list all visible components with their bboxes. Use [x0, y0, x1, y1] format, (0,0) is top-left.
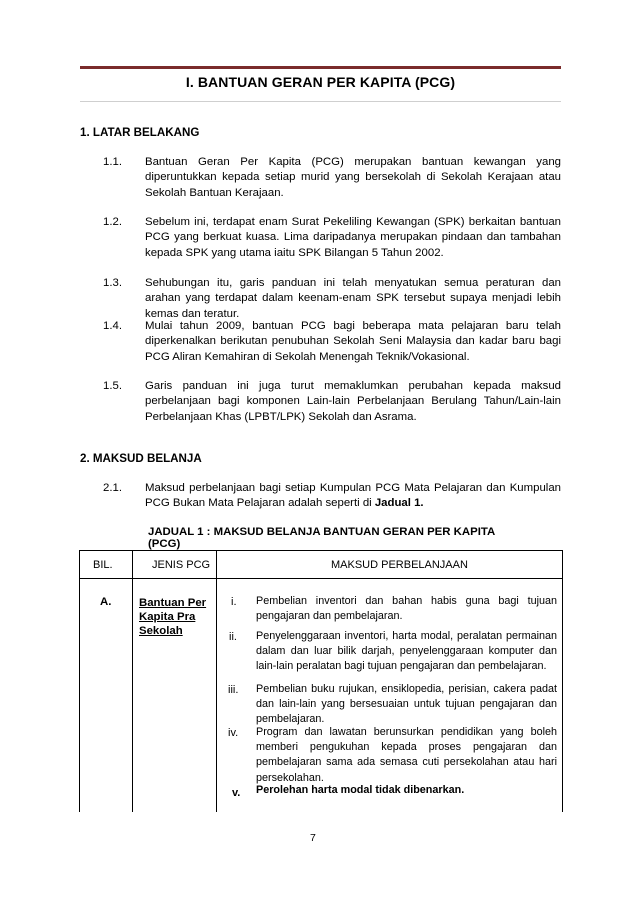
paragraph-1-1 [145, 155, 561, 201]
page-title: I. BANTUAN GERAN PER KAPITA (PCG) [185, 74, 456, 90]
paragraph-text: Garis panduan ini juga turut memaklumkan perubahan kepada maksud perbelanjaan bagi komponen Lain-lain Perbelanjaan Berulang Tahun/Lain-lain Perbelanjaan Khas (LPBT/LPK) Sekolah dan Asrama. [145, 380, 561, 423]
list-item: Pembelian inventori dan bahan habis guna bagi tujuan pengajaran dan pembelajaran. [256, 595, 557, 623]
paragraph-text: Sebelum ini, terdapat enam Surat Pekeliling Kewangan (SPK) berkaitan bantuan PCG yang berkuat kuasa. Lima daripadanya merupakan pindaan dan tambahan kepada SPK yang utama iaitu SPK Bilangan 5 Tahun 2002. [145, 216, 561, 259]
table-caption: JADUAL 1 : MAKSUD BELANJA BANTUAN GERAN PER KAPITA (PCG) [148, 526, 495, 550]
list-item: Perolehan harta modal tidak dibenarkan. [256, 784, 465, 796]
paragraph-text-main: Maksud perbelanjaan bagi setiap Kumpulan PCG Mata Pelajaran dan Kumpulan PCG Bukan Mata Pelajaran adalah seperti di [145, 482, 561, 510]
paragraph-1-4 [145, 319, 561, 365]
list-item-marker: iv. [228, 727, 239, 739]
paragraph-text: Bantuan Geran Per Kapita (PCG) merupakan bantuan kewangan yang diperuntukkan kepada setiap murid yang bersekolah di Sekolah Kerajaan atau Sekolah Bantuan Kerajaan. [145, 156, 561, 199]
list-item-marker: ii. [229, 631, 237, 643]
table-border-left [79, 550, 80, 812]
header-rule-bottom [80, 101, 561, 102]
section-heading-1: 1. LATAR BELAKANG [80, 126, 200, 139]
paragraph-text: Sehubungan itu, garis panduan ini telah menyatukan semua peraturan dan arahan yang terdapat dalam keenam-enam SPK tersebut supaya menjadi lebih kemas dan teratur. [145, 277, 561, 320]
item-number: 2.1. [103, 482, 122, 494]
paragraph-1-5 [145, 379, 561, 425]
item-number: 1.2. [103, 216, 122, 228]
item-number: 1.1. [103, 156, 122, 168]
list-item: Penyelenggaraan inventori, harta modal, peralatan permainan dalam dan luar bilik darjah, penyelenggaraan komputer dan lain-lain peralatan bagi tujuan pengajaran dan pembelajaran. [256, 630, 557, 673]
table-header-jenis: JENIS PCG [152, 559, 211, 571]
table-border-right [562, 550, 563, 812]
section-heading-2: 2. MAKSUD BELANJA [80, 452, 202, 465]
table-header-bil: BIL. [93, 559, 113, 571]
list-item-marker: v. [232, 787, 241, 799]
paragraph-1-3 [145, 276, 561, 322]
list-item: Program dan lawatan berunsurkan pendidikan yang boleh memberi pengukuhan kepada proses pengajaran dan pembelajaran sama ada semasa cuti persekolahan atau hari persekolahan. [256, 726, 557, 784]
header-rule-top [80, 66, 561, 69]
list-item-marker: iii. [228, 684, 239, 696]
table-col-divider-1 [132, 550, 133, 812]
item-number: 1.4. [103, 320, 122, 332]
list-item-marker: i. [231, 596, 237, 608]
table-header-divider [79, 578, 563, 579]
item-number: 1.3. [103, 277, 122, 289]
paragraph-text: Mulai tahun 2009, bantuan PCG bagi beberapa mata pelajaran baru telah diperkenalkan berikutan penubuhan Sekolah Seni Malaysia dan kadar baru bagi PCG Aliran Kemahiran di Sekolah Menengah Teknik/Vokasional. [145, 320, 561, 363]
item-number: 1.5. [103, 380, 122, 392]
paragraph-1-2 [145, 215, 561, 261]
table-cell-bil: A. [100, 596, 112, 608]
paragraph-text [145, 481, 561, 512]
table-col-divider-2 [216, 550, 217, 812]
list-item: Pembelian buku rujukan, ensiklopedia, perisian, cakera padat dan lain-lain yang bersesuaian untuk tujuan pengajaran dan pembelajaran. [256, 683, 557, 726]
table-reference: Jadual 1. [374, 497, 424, 510]
table-border-top [79, 550, 563, 551]
table-cell-jenis: Bantuan Per Kapita Pra Sekolah [139, 597, 207, 637]
table-header-maksud: MAKSUD PERBELANJAAN [331, 559, 468, 571]
page-number: 7 [310, 832, 316, 844]
paragraph-2-1 [145, 481, 561, 512]
